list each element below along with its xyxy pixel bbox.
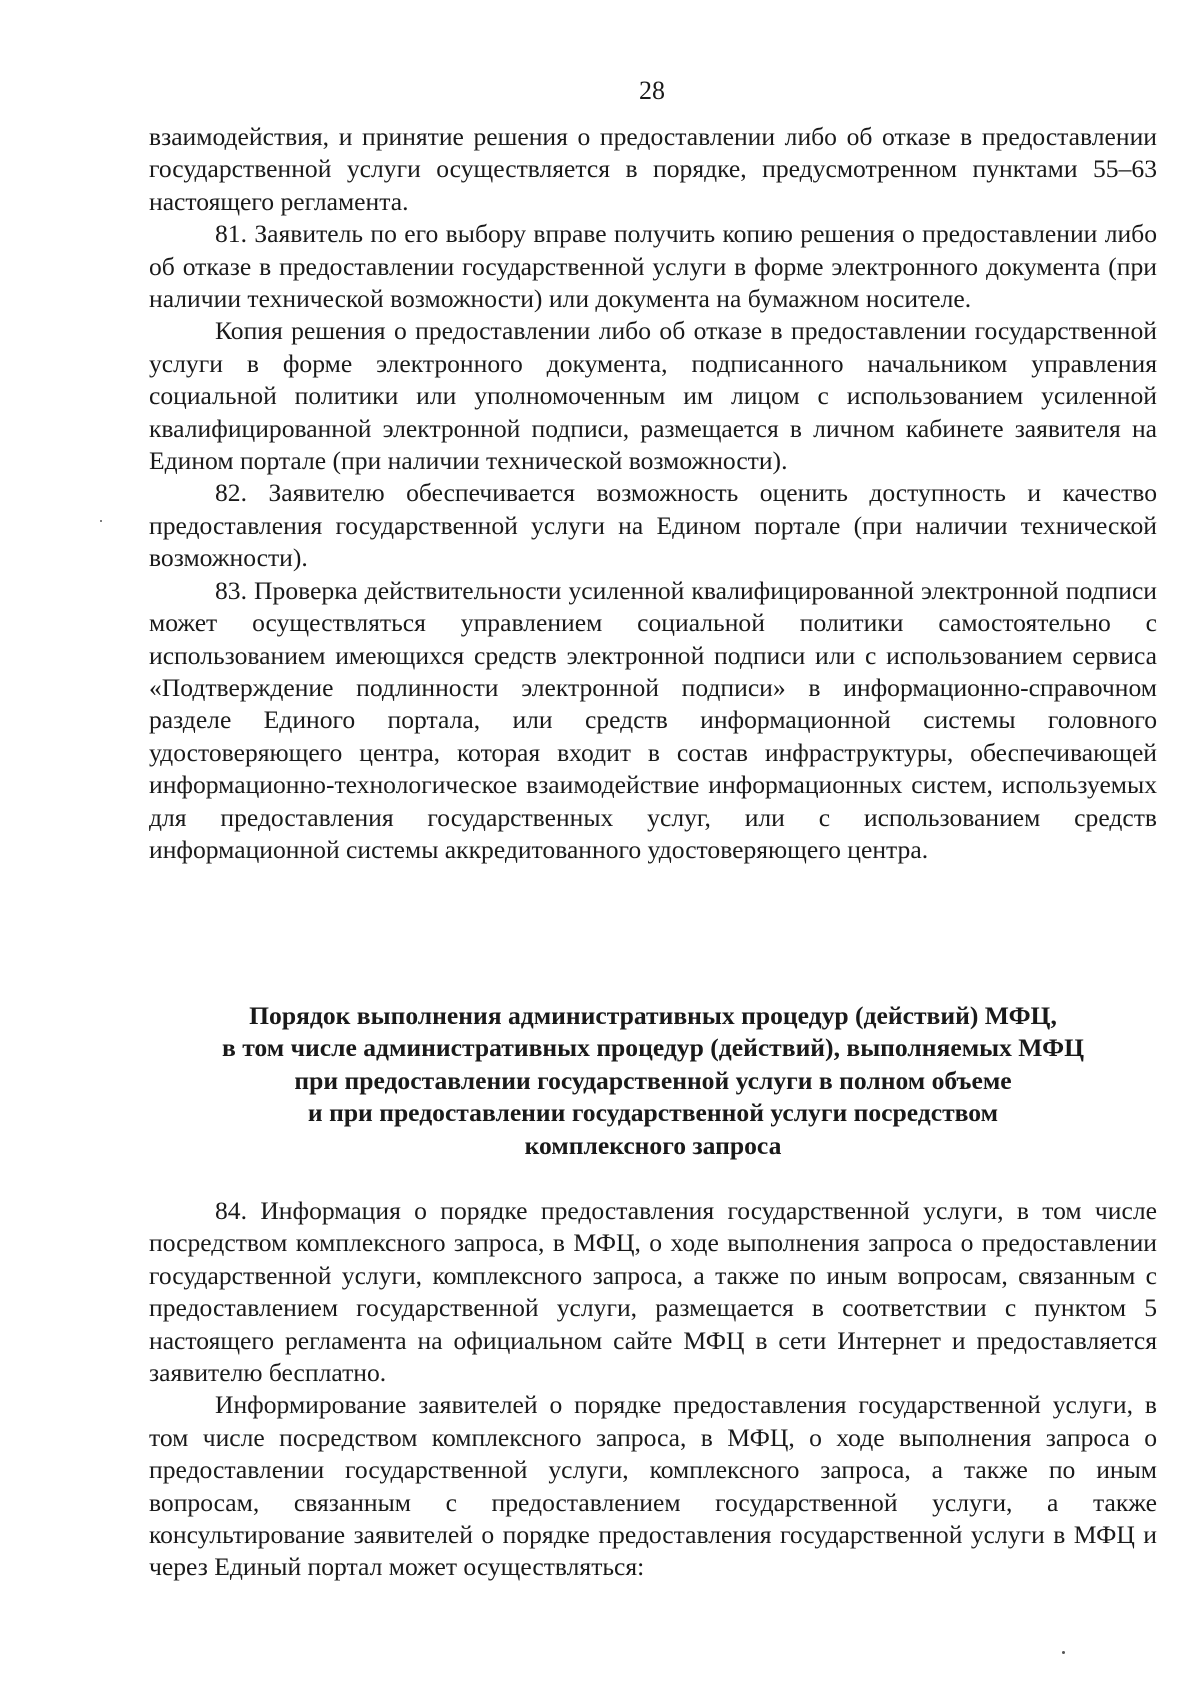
scan-speck [100, 520, 102, 522]
heading-line: и при предоставлении государственной услуги посредством [307, 1098, 999, 1128]
scan-speck [1062, 1651, 1065, 1654]
paragraph-84: 84. Информация о порядке предоставления государственной услуги, в том числе посредством комплексного запроса, в МФЦ, о ходе выполнения запроса о предоставлении государственной услуги, комплексного запроса, а также по иным вопросам, связанным с предоставлением государственной услуги, размещается в соответствии с пунктом 5 настоящего регламента на официальном сайте МФЦ в сети Интернет и предоставляется заявителю бесплатно. [149, 1196, 1157, 1388]
paragraph-81: 81. Заявитель по его выбору вправе получить копию решения о предоставлении либо об отказе в предоставлении государственной услуги в форме электронного документа (при наличии технической возможности) или документа на бумажном носителе. [149, 219, 1157, 314]
heading-line: комплексного запроса [524, 1130, 782, 1160]
paragraph-continuation: взаимодействия, и принятие решения о предоставлении либо об отказе в предоставлении государственной услуги осуществляется в порядке, предусмотренном пунктами 55–63 настоящего регламента. [149, 122, 1157, 216]
heading-line: в том числе административных процедур (действий), выполняемых МФЦ [221, 1033, 1085, 1063]
paragraph-83: 83. Проверка действительности усиленной квалифицированной электронной подписи может осуществляться управлением социальной политики самостоятельно с использованием имеющихся средств электронной подписи или с использованием сервиса «Подтверждение подлинности электронной подписи» в информационно-справочном разделе Единого портала, или средств информационной системы головного удостоверяющего центра, которая входит в состав инфраструктуры, обеспечивающей информационно-технологическое взаимодействие информационных систем, используемых для предоставления государственных услуг, или с использованием средств информационной системы аккредитованного удостоверяющего центра. [149, 575, 1157, 864]
body-text-bottom [149, 1195, 1157, 1584]
body-text-top [149, 121, 1157, 866]
paragraph-81-copy: Копия решения о предоставлении либо об отказе в предоставлении государственной услуги в форме электронного документа, подписанного начальником управления социальной политики или уполномоченным им лицом с использованием усиленной квалифицированной электронной подписи, размещается в личном кабинете заявителя на Едином портале (при наличии технической возможности). [149, 316, 1157, 476]
heading-line: Порядок выполнения административных процедур (действий) МФЦ, [249, 1001, 1057, 1030]
paragraph-82: 82. Заявителю обеспечивается возможность оценить доступность и качество предоставления государственной услуги на Едином портале (при наличии технической возможности). [149, 478, 1157, 573]
page-number: 28 [639, 76, 665, 105]
paragraph-84-informing: Информирование заявителей о порядке предоставления государственной услуги, в том числе посредством комплексного запроса, в МФЦ, о ходе выполнения запроса о предоставлении государственной услуги, комплексного запроса, а также по иным вопросам, связанным с предоставлением государственной услуги, а также консультирование заявителей о порядке предоставления государственной услуги в МФЦ и через Единый портал может осуществляться: [149, 1390, 1157, 1582]
heading-line: при предоставлении государственной услуги в полном объеме [294, 1065, 1012, 1095]
section-heading [149, 1000, 1157, 1162]
